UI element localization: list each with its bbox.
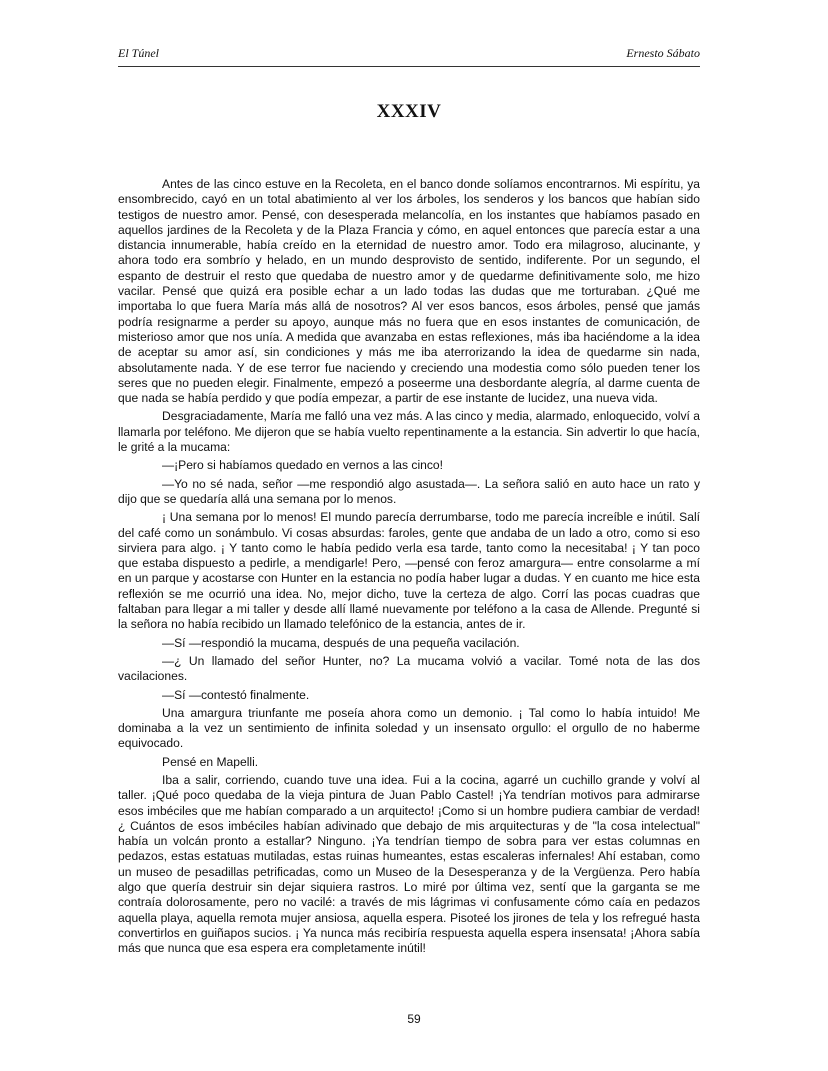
- running-header: [118, 46, 700, 67]
- paragraph: Pensé en Mapelli.: [162, 754, 259, 769]
- paragraph: ¡ Una semana por lo menos! El mundo parecía derrumbarse, todo me parecía increíble e inútil. Salí del café como un sonámbulo. Vi cosas absurdas: faroles, gente que andaba de un lado a otro, como si eso sirviera para algo. ¡ Y tanto como le había pedido verla esa tarde, tanto como la necesitaba! ¡ Y tan poco que estaba dispuesto a pedirle, a mendigarle! Pero, —pensé con feroz amargura— entre consolarme a mí en un parque y acostarse con Hunter en la estancia no podía haber lugar a dudas. Y en cuanto me hice esta reflexión se me ocurrió una idea. No, mejor dicho, tuve la certeza de algo. Corrí las pocas cuadras que faltaban para llegar a mi taller y desde allí llamé nuevamente por teléfono a la casa de Allende. Pregunté si la señora no había recibido un llamado telefónico de la estancia, antes de ir.: [118, 510, 700, 632]
- paragraph: —¡Pero si habíamos quedado en vernos a las cinco!: [162, 458, 444, 473]
- book-title: El Túnel: [118, 46, 159, 60]
- paragraph: —Sí —contestó finalmente.: [162, 687, 310, 702]
- paragraph: Desgraciadamente, María me falló una vez más. A las cinco y media, alarmado, enloquecido, volví a llamarla por teléfono. Me dijeron que se había vuelto repentinamente a la estancia. Sin advertir lo que hacía, le grité a la mucama:: [118, 409, 700, 455]
- paragraph: Iba a salir, corriendo, cuando tuve una idea. Fui a la cocina, agarré un cuchillo grande y volví al taller. ¡Qué poco quedaba de la vieja pintura de Juan Pablo Castel! ¡Ya tendrían motivos para admirarse esos imbéciles que me habían comparado a un arquitecto! ¡Como si un hombre pudiera cambiar de verdad! ¿ Cuántos de esos imbéciles habían adivinado que debajo de mis arquitecturas y de "la cosa intelectual" había un volcán pronto a estallar? Ninguno. ¡Ya tendrían tiempo de sobra para ver estas columnas en pedazos, estas estatuas mutiladas, estas ruinas humeantes, estas escaleras infernales! Ahí estaban, como un museo de pesadillas petrificadas, como un Museo de la Desesperanza y de la Vergüenza. Pero había algo que quería destruir sin dejar siquiera rastros. Lo miré por última vez, sentí que la garganta se me contraía dolorosamente, pero no vacilé: a través de mis lágrimas vi confusamente cómo caía en pedazos aquella playa, aquella remota mujer ansiosa, aquella espera. Pisoteé los jirones de tela y los refregué hasta convertirlos en guiñapos sucios. ¡ Ya nunca más recibiría respuesta aquella espera insensata! ¡Ahora sabía más que nunca que esa espera era completamente inútil!: [118, 772, 700, 956]
- paragraph: —Sí —respondió la mucama, después de una pequeña vacilación.: [162, 635, 520, 650]
- body-text: [118, 177, 700, 960]
- paragraph: Antes de las cinco estuve en la Recoleta, en el banco donde solíamos encontrarnos. Mi espíritu, ya ensombrecido, cayó en un total abatimiento al ver los árboles, los senderos y los bancos que habían sido testigos de nuestro amor. Pensé, con desesperada melancolía, en los instantes que habíamos pasado en aquellos jardines de la Recoleta y de la Plaza Francia y cómo, en aquel entonces que parecía estar a una distancia innumerable, había creído en la eternidad de nuestro amor. Todo era milagroso, alucinante, y ahora todo era sombrío y helado, en un mundo desprovisto de sentido, indiferente. Por un segundo, el espanto de destruir el resto que quedaba de nuestro amor y de quedarme definitivamente solo, me hizo vacilar. Pensé que quizá era posible echar a un lado todas las dudas que me torturaban. ¿Qué me importaba lo que fuera María más allá de nosotros? Al ver esos bancos, esos árboles, pensé que jamás podría resignarme a perder su apoyo, aunque más no fuera que en esos instantes de comunicación, de misterioso amor que nos unía. A medida que avanzaba en estas reflexiones, más iba haciéndome a la idea de aceptar su amor así, sin condiciones y más me iba aterrorizando la idea de quedarme sin nada, absolutamente nada. Y de ese terror fue naciendo y creciendo una modestia como sólo pueden tener los seres que no pueden elegir. Finalmente, empezó a poseerme una desbordante alegría, al darme cuenta de que nada se había perdido y que podía empezar, a partir de ese instante de lucidez, una nueva vida.: [118, 177, 700, 406]
- page-number: 59: [407, 1012, 421, 1026]
- paragraph: —¿ Un llamado del señor Hunter, no? La mucama volvió a vacilar. Tomé nota de las dos vacilaciones.: [118, 653, 700, 684]
- paragraph: —Yo no sé nada, señor —me respondió algo asustada—. La señora salió en auto hace un rato y dijo que se quedaría allá una semana por lo menos.: [118, 476, 700, 506]
- paragraph: Una amargura triunfante me poseía ahora como un demonio. ¡ Tal como lo había intuido! Me dominaba a la vez un sentimiento de infinita soledad y un insensato orgullo: el orgullo de no haberme equivocado.: [118, 705, 700, 751]
- author-name: Ernesto Sábato: [626, 46, 700, 60]
- chapter-title: XXXIV: [376, 101, 442, 122]
